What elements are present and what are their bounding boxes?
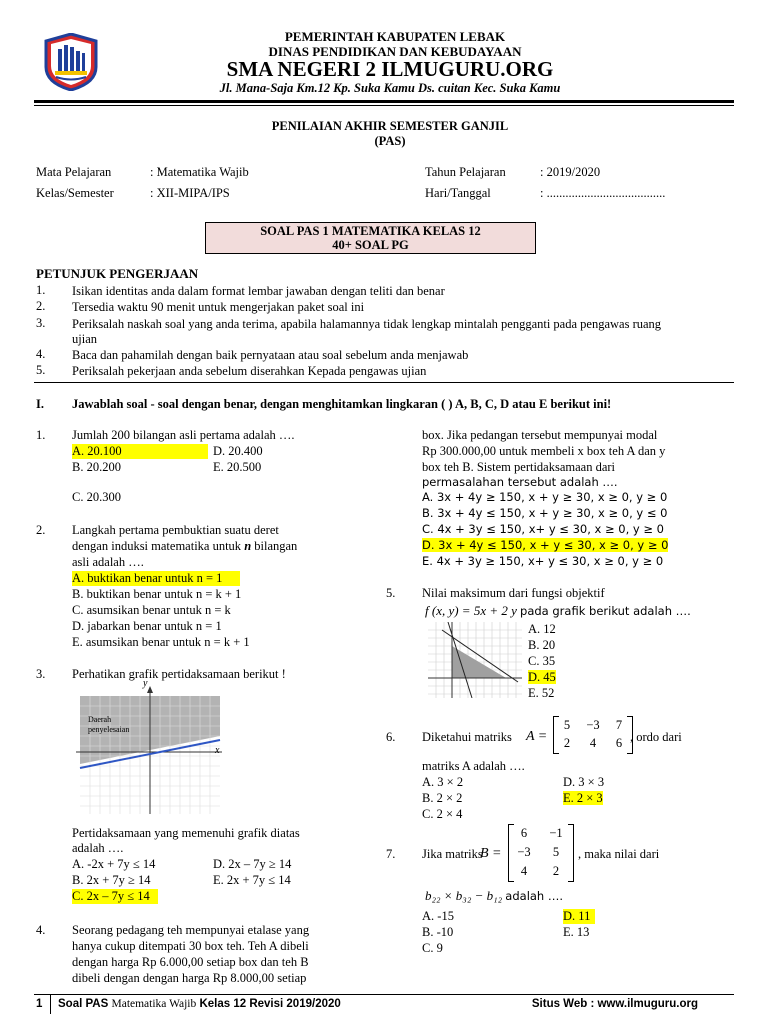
option-e[interactable]: E. 52 — [528, 686, 555, 700]
question-text: permasalahan tersebut adalah …. — [422, 475, 618, 489]
feasible-region-graph — [428, 622, 522, 698]
question-text: Diketahui matriks — [422, 730, 512, 744]
footer-rule — [34, 994, 734, 995]
question-number: 3. — [36, 667, 46, 681]
school-logo — [44, 33, 98, 91]
matrix-expression: b₂₂ × b₃₂ − b₁₂ — [425, 888, 503, 903]
option-c[interactable]: C. 2 × 4 — [422, 807, 463, 821]
question-text: matriks A adalah …. — [422, 759, 525, 773]
inequality-graph — [76, 678, 226, 814]
question-text: , ordo dari — [630, 730, 682, 744]
question-number: 4. — [36, 923, 46, 937]
option-d[interactable] — [528, 670, 556, 685]
option-a[interactable] — [72, 571, 240, 586]
option-c[interactable]: C. 35 — [528, 654, 556, 668]
option-a[interactable]: A. 3x + 4y ≥ 150, x + y ≥ 30, x ≥ 0, y ≥ 0 — [422, 490, 668, 504]
option-e[interactable]: E. 13 — [563, 925, 590, 939]
option-b[interactable]: B. 3x + 4y ≤ 150, x + y ≥ 30, x ≥ 0, y ≤ 0 — [422, 506, 668, 520]
year-value: : 2019/2020 — [540, 165, 601, 179]
instruction-text: ujian — [72, 332, 97, 346]
option-c[interactable]: C. 9 — [422, 941, 443, 955]
instruction-text: Periksalah pekerjaan anda sebelum diserahkan Kepada pengawas ujian — [72, 364, 427, 378]
subject-label: Mata Pelajaran — [36, 165, 112, 179]
option-c[interactable]: C. 20.300 — [72, 490, 121, 504]
question-text: Perhatikan grafik pertidaksamaan berikut ! — [72, 667, 286, 681]
option-d-label: D. 3x + 4y ≤ 150, x + y ≤ 30, x ≥ 0, y ≥ 0 — [422, 538, 669, 552]
title-box-line2: 40+ SOAL PG — [332, 238, 409, 252]
date-label: Hari/Tanggal — [425, 186, 491, 200]
date-value: : ...................................... — [540, 186, 666, 200]
matrix-cell: 5 — [552, 845, 560, 859]
matrix-cell: 4 — [520, 864, 528, 878]
matrix-name: A = — [526, 729, 548, 744]
option-b[interactable]: B. 2x + 7y ≥ 14 — [72, 873, 151, 887]
subject-value: : Matematika Wajib — [150, 165, 249, 179]
matrix-cell: 6 — [615, 736, 623, 750]
title-box-line1: SOAL PAS 1 MATEMATIKA KELAS 12 — [260, 224, 481, 238]
question-text: Pertidaksamaan yang memenuhi grafik diatas — [72, 826, 300, 840]
option-c-label: C. 2x – 7y ≤ 14 — [72, 889, 158, 904]
graph-region-label: penyelesaian — [88, 725, 130, 734]
option-b[interactable]: B. -10 — [422, 925, 454, 939]
question-text: Rp 300.000,00 untuk membeli x box teh A dan y — [422, 444, 666, 458]
exam-subtitle: (PAS) — [374, 134, 406, 148]
option-d[interactable] — [422, 538, 668, 552]
question-text: Jumlah 200 bilangan asli pertama adalah …. — [72, 428, 295, 442]
section-rule — [34, 382, 734, 383]
question-number: 6. — [386, 730, 396, 744]
matrix-cell: −3 — [586, 718, 600, 732]
question-text-part: adalah …. — [505, 889, 564, 903]
option-e[interactable]: E. asumsikan benar untuk n = k + 1 — [72, 635, 250, 649]
question-text: adalah …. — [72, 841, 124, 855]
class-value: : XII-MIPA/IPS — [150, 186, 230, 200]
question-text: box. Jika pedangan tersebut mempunyai modal — [422, 428, 658, 442]
section-number: I. — [36, 397, 44, 411]
option-d[interactable] — [563, 909, 595, 924]
school-name: SMA NEGERI 2 ILMUGURU.ORG — [226, 57, 554, 81]
option-d[interactable]: D. 3 × 3 — [563, 775, 605, 789]
option-a-label: A. buktikan benar untuk n = 1 — [72, 571, 240, 586]
instruction-text: Baca dan pahamilah dengan baik pernyataan atau soal sebelum anda menjawab — [72, 348, 469, 362]
option-e[interactable]: E. 2x + 7y ≤ 14 — [213, 873, 291, 887]
footer-website: Situs Web : www.ilmuguru.org — [531, 998, 698, 1010]
footer-left-part: Matematika Wajib — [111, 998, 197, 1010]
matrix-name: B = — [480, 846, 502, 861]
matrix-cell: 4 — [589, 736, 597, 750]
option-d[interactable]: D. 2x – 7y ≥ 14 — [213, 857, 292, 871]
question-text: dengan harga Rp 6.000,00 setiap box dan teh B — [72, 955, 309, 969]
question-text — [72, 539, 297, 554]
option-b[interactable]: B. 20 — [528, 638, 556, 652]
variable-n: n — [244, 539, 252, 553]
option-a[interactable] — [72, 444, 208, 459]
footer-left-part: Soal PAS — [58, 998, 109, 1010]
header-government: PEMERINTAH KABUPATEN LEBAK — [284, 29, 506, 44]
option-b[interactable]: B. buktikan benar untuk n = k + 1 — [72, 587, 242, 601]
instruction-text: Periksalah naskah soal yang anda terima, apabila halamannya tidak lengkap mintalah pengganti pada pengawas ruang — [72, 317, 662, 331]
class-label: Kelas/Semester — [36, 186, 114, 200]
footer — [34, 998, 734, 1016]
option-e[interactable] — [563, 791, 603, 806]
question-number: 1. — [36, 428, 46, 442]
instruction-text: Isikan identitas anda dalam format lembar jawaban dengan teliti dan benar — [72, 284, 445, 298]
question-text: hanya cukup ditempati 30 box teh. Teh A dibeli — [72, 939, 309, 953]
question-text: Seorang pedagang teh mempunyai etalase yang — [72, 923, 310, 937]
footer-left-part: Kelas 12 Revisi 2019/2020 — [199, 998, 341, 1010]
option-a-label: A. 20.100 — [72, 444, 208, 459]
option-a[interactable]: A. -15 — [422, 909, 454, 923]
instruction-number: 3. — [36, 316, 46, 330]
graph-region-label: Daerah — [88, 715, 112, 724]
question-text-part: dengan induksi matematika untuk — [72, 539, 245, 553]
title-box — [205, 222, 536, 254]
matrix-b — [508, 824, 574, 882]
question-text: Jika matriks — [422, 847, 483, 861]
section-instruction: Jawablah soal - soal dengan benar, dengan menghitamkan lingkaran ( ) A, B, C, D atau E berikut ini! — [72, 397, 612, 411]
option-d-label: D. 45 — [528, 670, 556, 684]
matrix-cell: 2 — [552, 864, 560, 878]
option-b[interactable]: B. 20.200 — [72, 460, 121, 474]
year-label: Tahun Pelajaran — [425, 165, 506, 179]
question-text: asli adalah …. — [72, 555, 144, 569]
question-text: box teh B. Sistem pertidaksamaan dari — [422, 460, 616, 474]
instruction-text: Tersedia waktu 90 menit untuk mengerjakan paket soal ini — [72, 300, 365, 314]
question-text-part: pada grafik berikut adalah …. — [520, 604, 691, 618]
option-e[interactable]: E. 4x + 3y ≥ 150, x+ y ≤ 30, x ≥ 0, y ≥ 0 — [422, 554, 664, 568]
header-rule — [34, 100, 734, 103]
exam-title: PENILAIAN AKHIR SEMESTER GANJIL — [271, 119, 509, 133]
instruction-number: 1. — [36, 283, 46, 297]
matrix-cell: −3 — [517, 845, 531, 859]
matrix-cell: −1 — [549, 826, 563, 840]
page-number: 1 — [36, 998, 43, 1010]
question-text: , maka nilai dari — [578, 847, 660, 861]
footer-left — [58, 998, 341, 1010]
question-text — [425, 603, 691, 619]
instructions-title: PETUNJUK PENGERJAAN — [36, 266, 199, 281]
question-text-part: bilangan — [251, 539, 298, 553]
matrix-cell: 5 — [563, 718, 571, 732]
option-e-label: E. 2 × 3 — [563, 791, 603, 805]
footer-divider — [50, 994, 51, 1014]
header-rule-thin — [34, 105, 734, 106]
option-c[interactable] — [72, 889, 158, 904]
option-d[interactable]: D. jabarkan benar untuk n = 1 — [72, 619, 222, 633]
question-number: 7. — [386, 847, 396, 861]
instruction-number: 4. — [36, 347, 46, 361]
instruction-number: 2. — [36, 299, 46, 313]
instruction-number: 5. — [36, 363, 46, 377]
school-address: Jl. Mana-Saja Km.12 Kp. Suka Kamu Ds. cuitan Kec. Suka Kamu — [219, 81, 561, 95]
question-text: dibeli dengan dengan harga Rp 8.000,00 setiap — [72, 971, 307, 985]
graph-y-label: y — [143, 678, 148, 689]
question-number: 5. — [386, 586, 396, 600]
matrix-cell: 7 — [615, 718, 623, 732]
option-e[interactable]: E. 20.500 — [213, 460, 262, 474]
graph-x-label: x — [215, 745, 220, 756]
option-a[interactable]: A. -2x + 7y ≤ 14 — [72, 857, 156, 871]
question-text — [425, 888, 563, 904]
matrix-cell: 6 — [520, 826, 528, 840]
option-d-label: D. 11 — [563, 909, 595, 924]
option-c[interactable]: C. asumsikan benar untuk n = k — [72, 603, 231, 617]
option-a[interactable]: A. 3 × 2 — [422, 775, 464, 789]
question-text: Nilai maksimum dari fungsi objektif — [422, 586, 605, 600]
matrix-a — [553, 716, 633, 754]
question-text: Langkah pertama pembuktian suatu deret — [72, 523, 279, 537]
option-b[interactable]: B. 2 × 2 — [422, 791, 463, 805]
matrix-cell: 2 — [563, 736, 571, 750]
objective-function: f (x, y) = 5x + 2 y — [425, 603, 517, 618]
header-department: DINAS PENDIDIKAN DAN KEBUDAYAAN — [268, 44, 522, 59]
option-a[interactable]: A. 12 — [528, 622, 556, 636]
option-c[interactable]: C. 4x + 3y ≤ 150, x+ y ≤ 30, x ≥ 0, y ≥ 0 — [422, 522, 664, 536]
option-d[interactable]: D. 20.400 — [213, 444, 263, 458]
question-number: 2. — [36, 523, 46, 537]
